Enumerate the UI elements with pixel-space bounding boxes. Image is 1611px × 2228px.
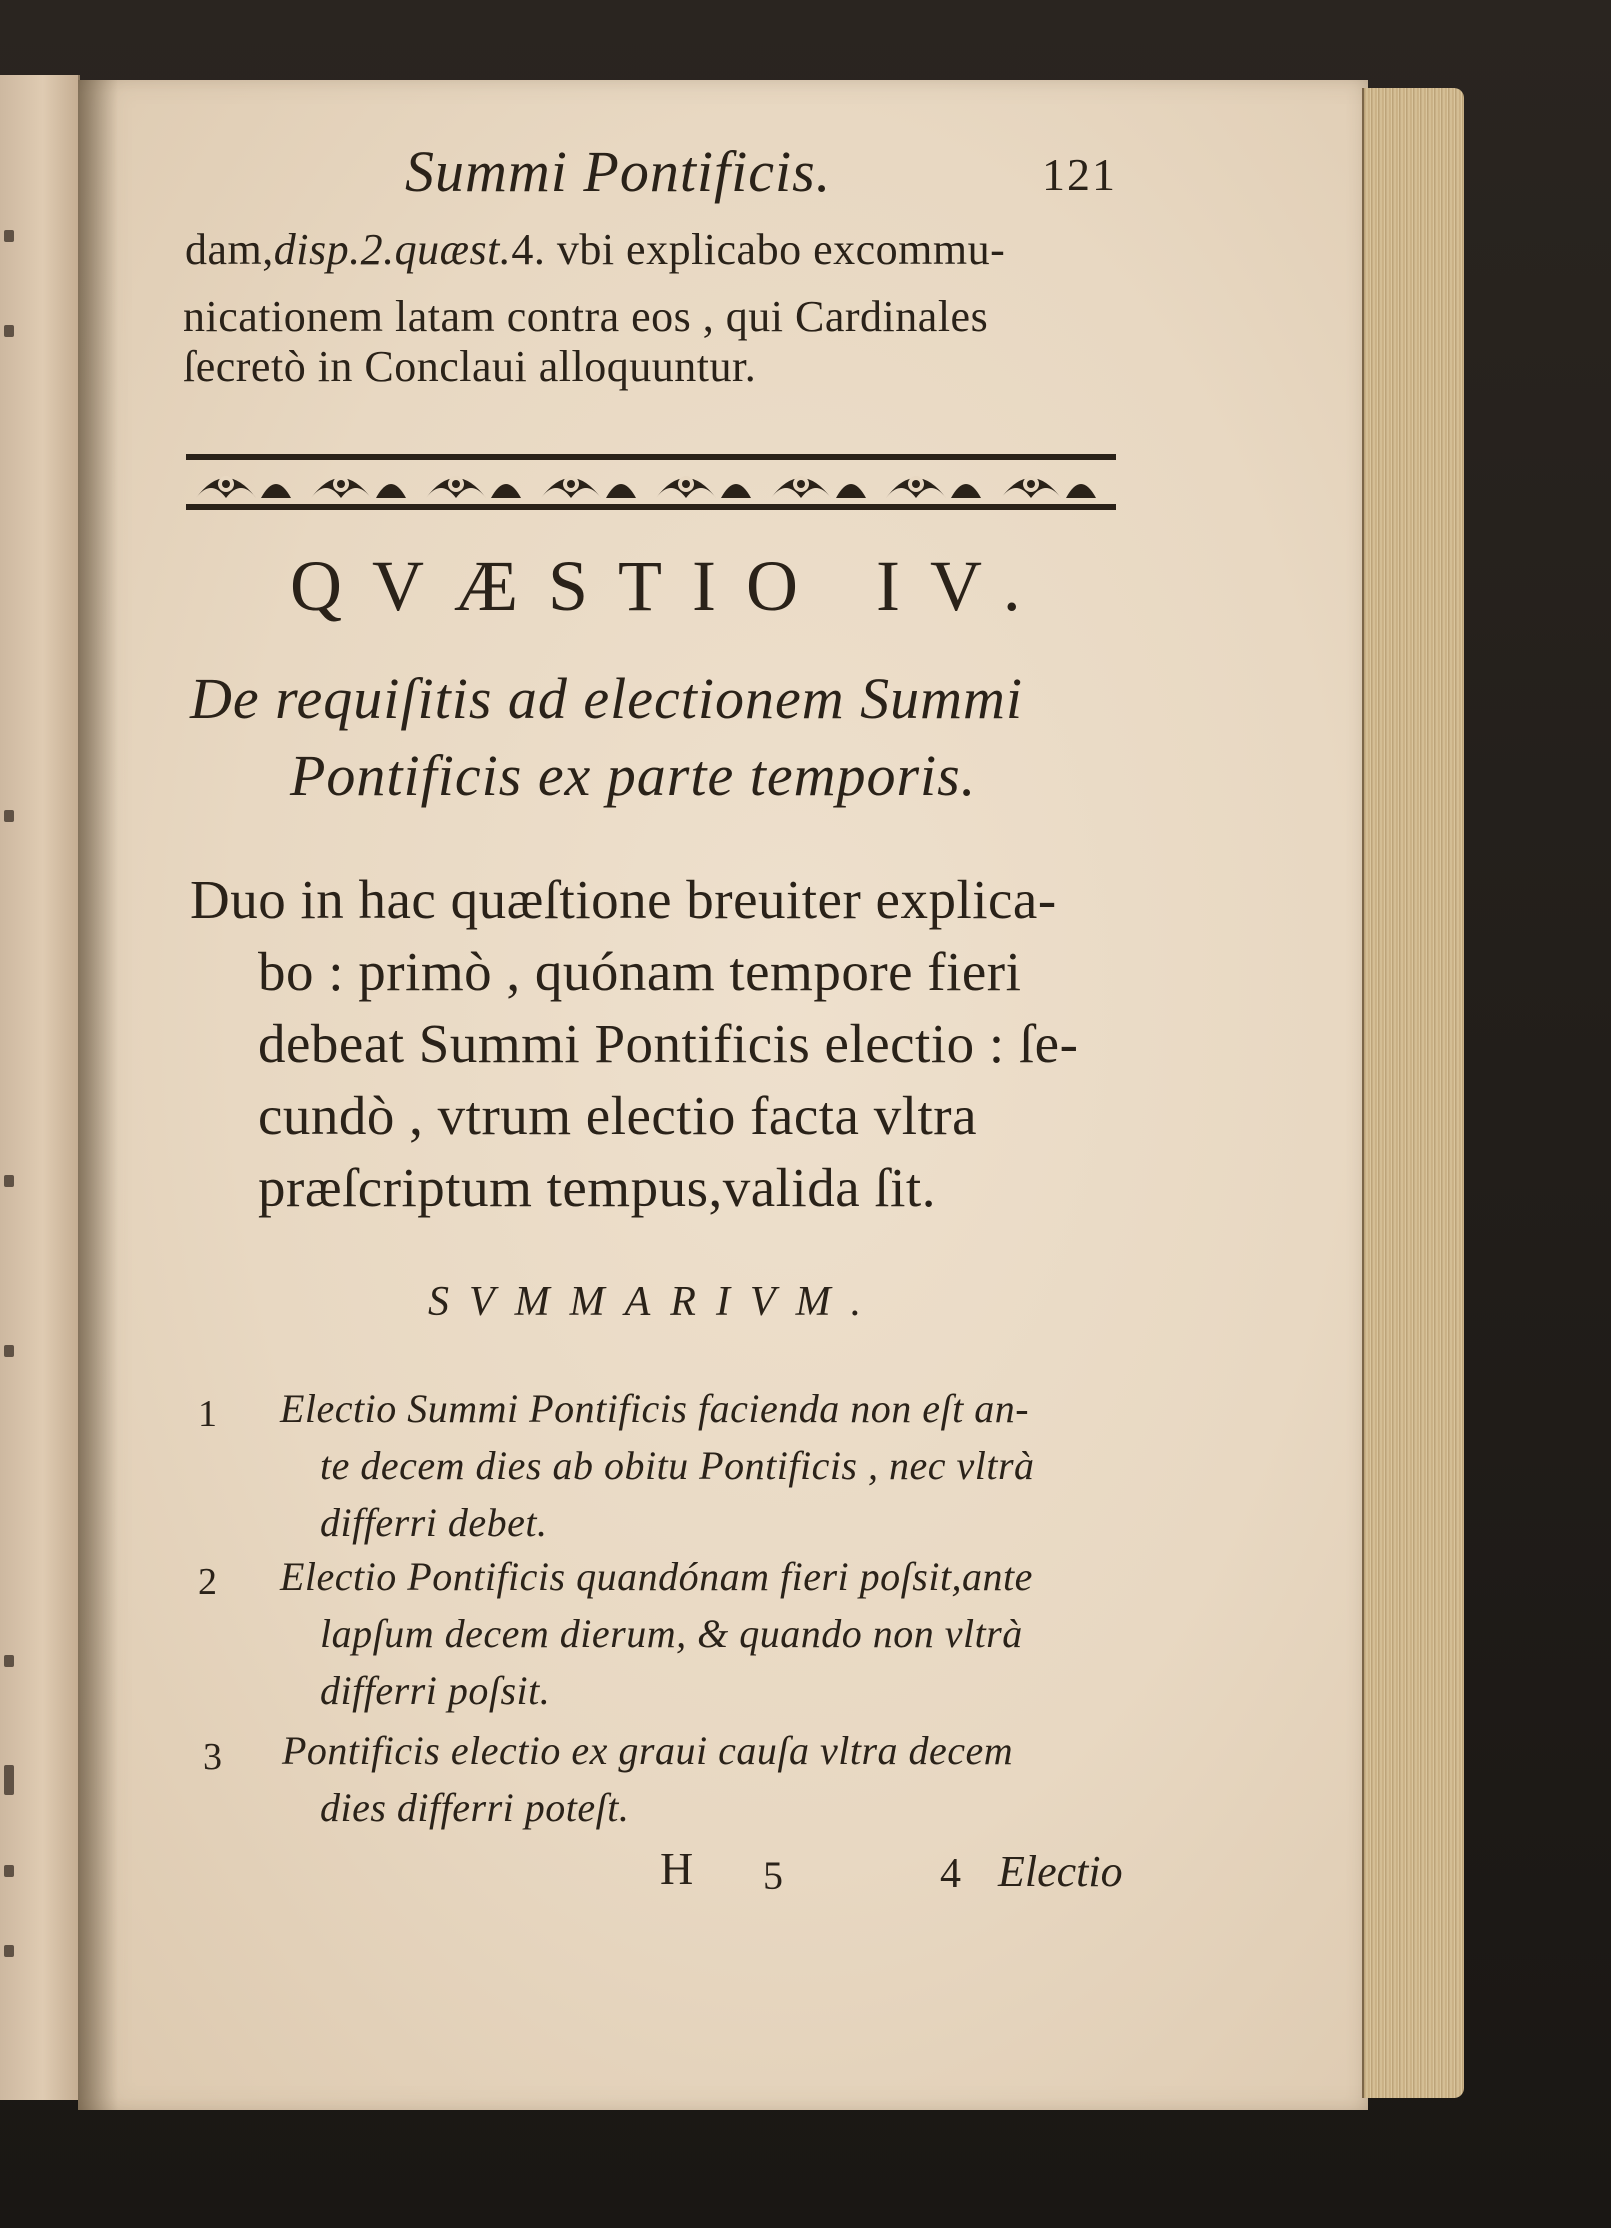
signature-number: 5 [763,1853,783,1898]
continuation-line-2: nicationem latam contra eos , qui Cardinales [183,292,989,341]
facing-text-fragment [4,230,14,242]
paragraph-line: Duo in hac quæſtione breuiter explica- [190,869,1057,930]
ornament-motif [541,476,636,498]
continuation-line-1 [185,225,1006,274]
facing-text-fragment [4,1655,14,1667]
summary-item-line: te decem dies ab obitu Pontificis , nec vltrà [320,1443,1035,1488]
continuation-reference: disp.2.quæst. [273,225,512,274]
ornament-motif [1001,476,1096,498]
facing-text-fragment [4,1945,14,1957]
ornament-motif [656,476,751,498]
signature-letter: H [660,1843,694,1894]
summary-item-number: 2 [198,1561,217,1603]
ornament-motif [886,476,981,498]
facing-text-fragment [4,325,14,337]
ornament-band [186,448,1116,516]
question-heading: QVÆSTIO IV. [290,546,1051,626]
page-number: 121 [1042,149,1117,200]
facing-text-fragment [4,1865,14,1877]
paragraph-line: bo : primò , quónam tempore fieri [258,941,1022,1002]
summary-item-line: Electio Summi Pontificis facienda non eſt an- [280,1386,1030,1431]
running-title: Summi Pontificis. [405,139,832,204]
facing-page-edge [0,75,80,2100]
summary-item-line: differri debet. [320,1500,548,1545]
summary-item-number: 1 [198,1393,217,1435]
ornament-motif [426,476,521,498]
summary-heading: SVMMARIVM. [428,1279,882,1325]
summary-item-line: lapſum decem dierum, & quando non vltrà [320,1611,1023,1656]
ornament-motif [196,476,291,498]
catchword: Electio [998,1847,1123,1896]
continuation-prefix: dam, [185,225,274,274]
continuation-line-3: ſecretò in Conclaui alloquuntur. [183,342,757,391]
question-subtitle-line-1: De requiſitis ad electionem Summi [190,666,1024,731]
paragraph-line: debeat Summi Pontificis electio : ſe- [258,1013,1079,1074]
gutter-shadow [78,80,118,2110]
facing-text-fragment [4,1175,14,1187]
ornament-motif [771,476,866,498]
summary-item-number: 3 [203,1736,222,1778]
catchword-number: 4 [940,1851,961,1897]
paragraph-line: cundò , vtrum electio facta vltra [258,1085,977,1146]
facing-text-fragment [4,1345,14,1357]
facing-text-fragment [4,1765,14,1795]
summary-item-line: Pontificis electio ex graui cauſa vltra decem [282,1728,1014,1773]
facing-text-fragment [4,810,14,822]
summary-item-line: differri poſsit. [320,1668,551,1713]
summary-item-line: Electio Pontificis quandónam fieri poſsit,ante [280,1554,1033,1599]
page-edges [1362,88,1464,2098]
question-subtitle-line-2: Pontificis ex parte temporis. [290,743,977,808]
running-head [0,0,1611,204]
paragraph-line: præſcriptum tempus,valida ſit. [258,1157,936,1218]
continuation-rest: 4. vbi explicabo excommu- [511,225,1006,274]
summary-item-line: dies differri poteſt. [320,1785,630,1830]
ornament-motif [311,476,406,498]
